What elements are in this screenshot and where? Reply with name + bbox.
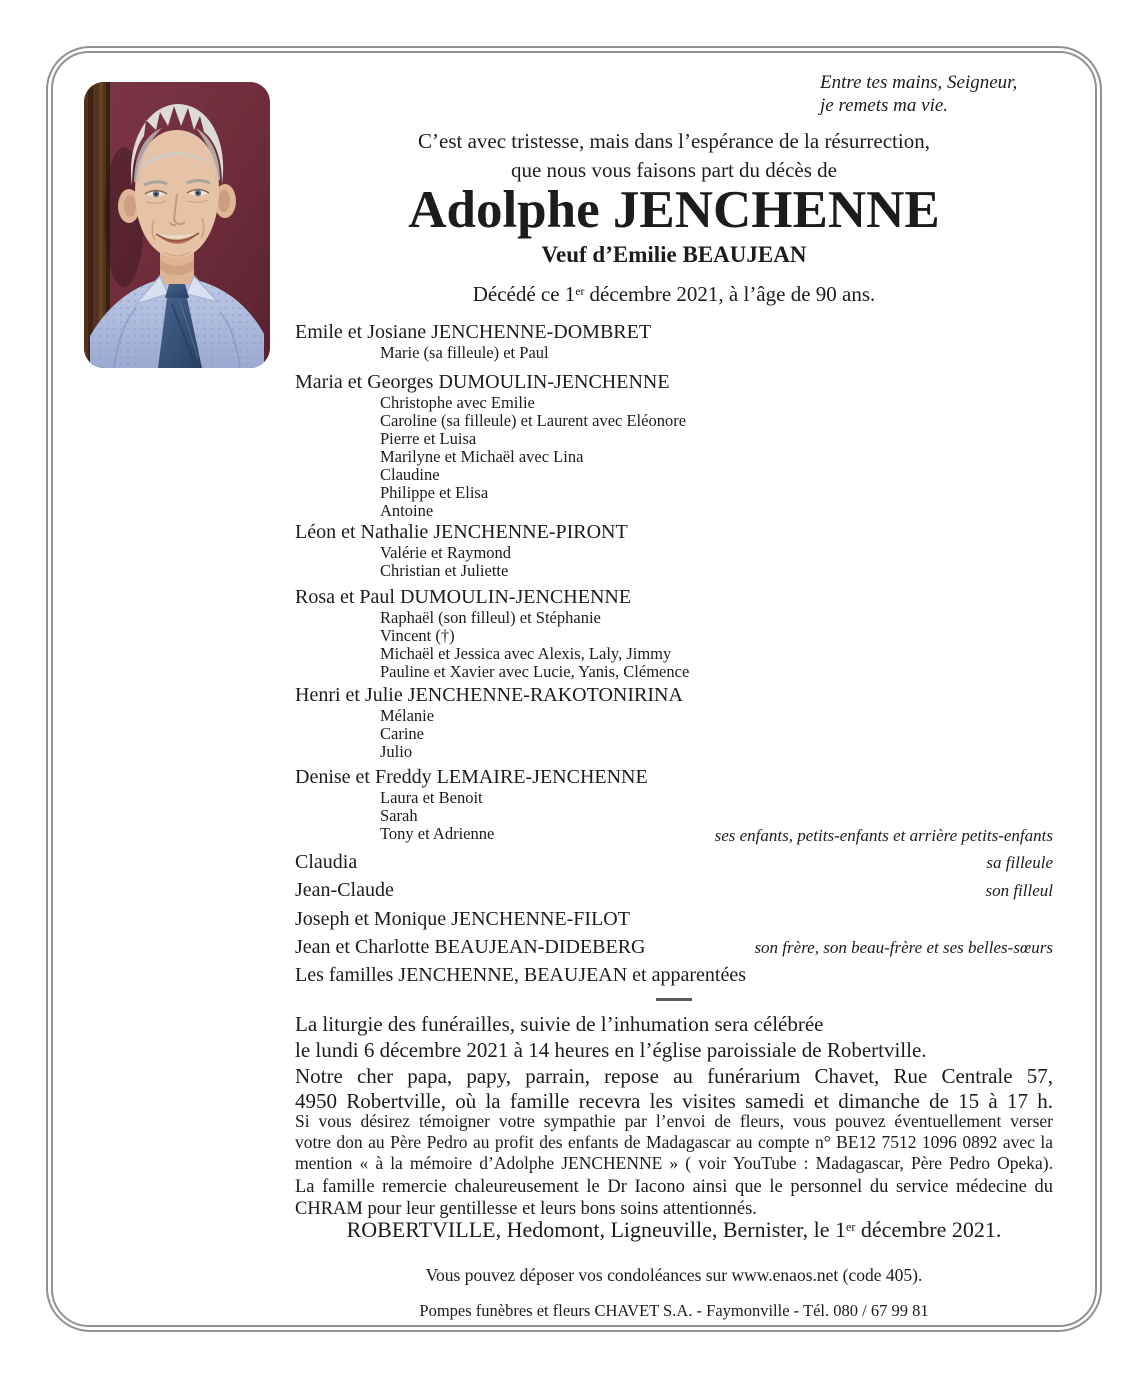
donation-line-1: Si vous désirez témoigner votre sympathie par l’envoi de fleurs, vous pouvez éventuellement verser: [295, 1111, 1053, 1131]
death-date-prefix: Décédé ce 1: [472, 282, 576, 306]
repose-line-2: 4950 Robertville, où la famille recevra les visites samedi et dimanche de 15 à 17 h.: [295, 1089, 1053, 1113]
deceased-name: Adolphe JENCHENNE: [408, 181, 940, 239]
family-child: Mélanie: [380, 706, 435, 725]
family-child: Marilyne et Michaël avec Lina: [380, 447, 584, 466]
family-parents: Rosa et Paul DUMOULIN-JENCHENNE: [295, 586, 632, 608]
family-child: Julio: [380, 742, 413, 761]
portrait-photo: [84, 82, 270, 368]
families-line: Les familles JENCHENNE, BEAUJEAN et apparentées: [295, 964, 746, 986]
funeral-home-line: Pompes funèbres et fleurs CHAVET S.A. - Faymonville - Tél. 080 / 67 99 81: [419, 1301, 929, 1320]
thanks-line-2: CHRAM pour leur gentillesse et leurs bons soins attentionnés.: [295, 1199, 757, 1219]
family-group: [295, 683, 1053, 761]
place-date-sup: er: [846, 1219, 856, 1234]
family-parents: Maria et Georges DUMOULIN-JENCHENNE: [295, 371, 670, 393]
relation-row: [295, 850, 1053, 874]
place-date-suffix: décembre 2021.: [855, 1217, 1002, 1242]
family-child: Marie (sa filleule) et Paul: [380, 343, 549, 362]
family-parents: Léon et Nathalie JENCHENNE-PIRONT: [295, 521, 628, 543]
donation-line-3: mention « à la mémoire d’Adolphe JENCHENNE » ( voir YouTube : Madagascar, Père Pedro Opeka).: [295, 1153, 1053, 1173]
family-child: Vincent (†): [380, 626, 455, 645]
family-child: Claudine: [380, 465, 440, 484]
relation-row: [295, 935, 1053, 959]
deceased-subtitle: Veuf d’Emilie BEAUJEAN: [541, 242, 807, 267]
family-child: Pauline et Xavier avec Lucie, Yanis, Clémence: [380, 662, 690, 681]
condolences-line: Vous pouvez déposer vos condoléances sur www.enaos.net (code 405).: [425, 1265, 923, 1285]
family-child: Carine: [380, 724, 424, 743]
descendants-annotation: ses enfants, petits-enfants et arrière petits-enfants: [714, 826, 1053, 845]
intro-line-1: C’est avec tristesse, mais dans l’espérance de la résurrection,: [418, 129, 930, 153]
family-child: Caroline (sa filleule) et Laurent avec Eléonore: [380, 411, 687, 430]
family-child: Tony et Adrienne: [380, 824, 495, 843]
family-child: Valérie et Raymond: [380, 543, 512, 562]
relation-note: sa filleule: [986, 853, 1053, 872]
family-group: [295, 520, 1053, 580]
relation-row: [295, 907, 1053, 931]
relation-name: Jean-Claude: [295, 879, 394, 901]
liturgy-line-2: le lundi 6 décembre 2021 à 14 heures en l’église paroissiale de Robertville.: [295, 1038, 927, 1062]
separator-rule: [656, 998, 692, 1001]
relation-note: son filleul: [985, 881, 1053, 900]
family-child: Pierre et Luisa: [380, 429, 477, 448]
thanks-line-1: La famille remercie chaleureusement le Dr Iacono ainsi que le personnel du service médecine du: [295, 1177, 1053, 1197]
family-child: Sarah: [380, 806, 418, 825]
family-child: Antoine: [380, 501, 434, 520]
family-child: Christophe avec Emilie: [380, 393, 535, 412]
death-date-sup: er: [575, 286, 585, 299]
family-group: [295, 370, 1053, 520]
relation-note: son frère, son beau-frère et ses belles-sœurs: [754, 938, 1053, 957]
relation-row: [295, 878, 1053, 902]
family-group: [295, 585, 1053, 681]
relation-name: Claudia: [295, 851, 358, 873]
place-date-line: [295, 1217, 1053, 1243]
family-child: Michaël et Jessica avec Alexis, Laly, Jimmy: [380, 644, 672, 663]
family-child: Philippe et Elisa: [380, 483, 489, 502]
family-child: Christian et Juliette: [380, 561, 509, 580]
place-date-prefix: ROBERTVILLE, Hedomont, Ligneuville, Bernister, le 1: [346, 1217, 847, 1242]
family-child: Raphaël (son filleul) et Stéphanie: [380, 608, 601, 627]
repose-line-1: Notre cher papa, papy, parrain, repose au funérarium Chavet, Rue Centrale 57,: [295, 1064, 1053, 1088]
liturgy-line-1: La liturgie des funérailles, suivie de l’inhumation sera célébrée: [295, 1012, 824, 1036]
death-date-suffix: décembre 2021, à l’âge de 90 ans.: [584, 282, 876, 306]
intro-line-2: que nous vous faisons part du décès de: [510, 158, 837, 182]
portrait-photo-art: [84, 82, 270, 368]
family-parents: Emile et Josiane JENCHENNE-DOMBRET: [295, 321, 652, 343]
relation-name: Jean et Charlotte BEAUJEAN-DIDEBERG: [295, 936, 646, 958]
religious-quote: [820, 71, 1017, 117]
family-group: [295, 320, 1053, 362]
family-parents: Denise et Freddy LEMAIRE-JENCHENNE: [295, 766, 648, 788]
family-parents: Henri et Julie JENCHENNE-RAKOTONIRINA: [295, 684, 683, 706]
relation-name: Joseph et Monique JENCHENNE-FILOT: [295, 908, 630, 930]
quote-line-2: je remets ma vie.: [820, 95, 949, 116]
quote-line-1: Entre tes mains, Seigneur,: [820, 72, 1018, 93]
death-date-line: [295, 282, 1053, 307]
donation-line-2: votre don au Père Pedro au profit des enfants de Madagascar au compte n° BE12 7512 1096 0892 avec la: [295, 1132, 1053, 1152]
family-child: Laura et Benoit: [380, 788, 483, 807]
